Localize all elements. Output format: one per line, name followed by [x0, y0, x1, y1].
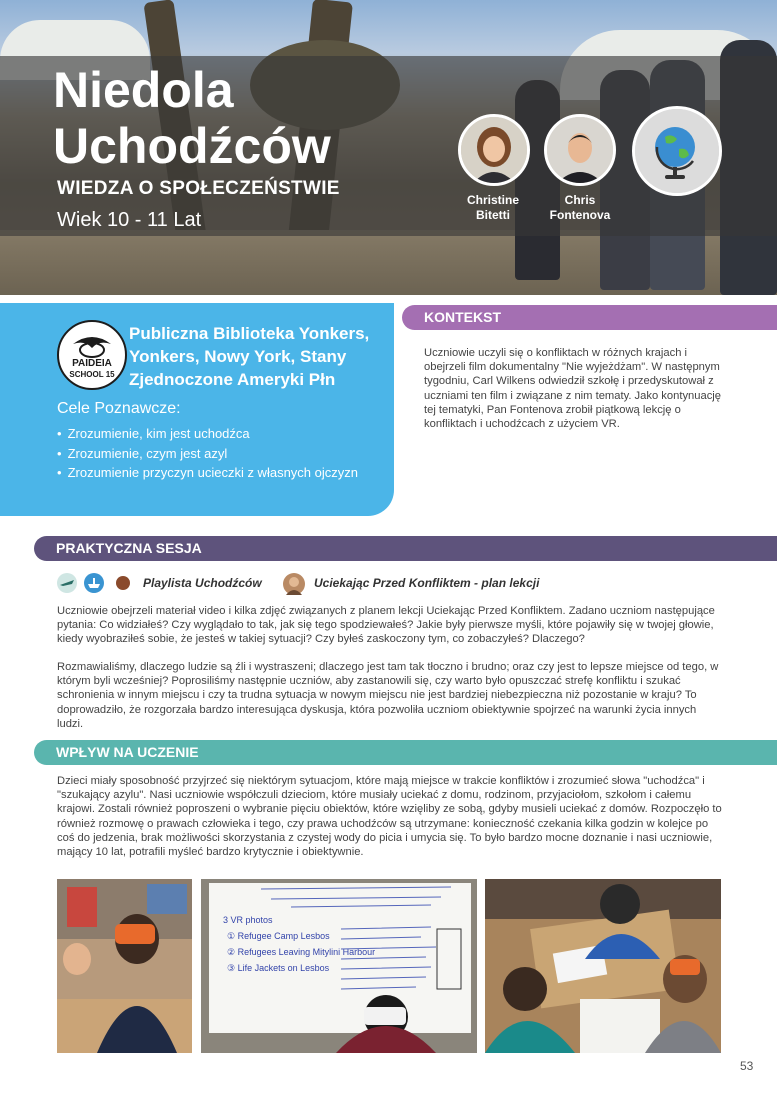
classroom-photo [201, 879, 477, 1053]
boat-icon [84, 573, 104, 593]
session-paragraph: Uczniowie obejrzeli materiał video i kilka zdjęć związanych z planem lekcji Uciekając Przed Konfliktem. Zadano uczniom następujące pytania: Co widziałeś? Czy wyglądało to tak, jak się tego spodziewałeś? Jakie były pierwsze myśli, które pojawiły się w twojej głowie, kiedy wyobraziłeś sobie, że jesteś w takiej sytuacji? Czy byłeś zaskoczony tym, co zobaczyłeś? Dlaczego? [57, 605, 715, 646]
list-item: • Zrozumienie, kim jest uchodźca [57, 424, 358, 444]
svg-text:SCHOOL 15: SCHOOL 15 [69, 370, 115, 379]
subject-label: WIEDZA O SPOŁECZEŃSTWIE [57, 178, 340, 199]
svg-text:3 VR photos: 3 VR photos [223, 915, 273, 925]
list-item: • Zrozumienie, czym jest azyl [57, 444, 358, 464]
avatar [458, 114, 530, 186]
lesson-title: Niedola Uchodźców [53, 62, 331, 174]
classroom-photo [485, 879, 721, 1053]
resource-link[interactable]: Playlista Uchodźców [143, 576, 262, 590]
globe-icon [632, 106, 722, 196]
svg-text:③ Life Jackets on Lesbos: ③ Life Jackets on Lesbos [227, 963, 330, 973]
page-number: 53 [740, 1059, 754, 1073]
plane-icon [57, 573, 77, 593]
impact-text: Dzieci miały sposobność przyjrzeć się niektórym sytuacjom, które mają miejsce w trakcie konfliktów i zrozumieć słowa "uchodźca" i "szukający azylu". Nasi uczniowie współczuli dzieciom, które musiały uciekać z domu, rodzinom, przyjaciołom, szkołom i całemu krajowi. Zostali również poproszeni o wybranie pięciu obiektów, które wzięliby ze sobą, gdyby musieli uciekać z domów. Rozpoczęło to również rozmowę o prawach człowieka i tego, czy prawa uchodźców są utrzymane: konieczność czekania kilka godzin w kolejce po coś do jedzenia, brak możliwości skorzystania z czystej wody do picia i umycia się. To było bardzo mocne doznanie i nasi uczniowie, mający 10 lat, potrafili myśleć bardzo krytycznie i obiektywnie. [57, 775, 722, 859]
avatar [544, 114, 616, 186]
context-text: Uczniowie uczyli się o konfliktach w różnych krajach i obejrzeli film dokumentalny "Nie wyjeżdżam". W następnym tygodniu, Carl Wilkens odwiedził szkołę i przedyskutował z uczniami ten film i związane z nim tematy. Jako kontynuację tej tematyki, Pan Fontenova zrobił piątkową lekcję o konfliktach i uchodźcach z użyciem VR. [424, 347, 722, 431]
lesson-plan-icon [283, 573, 305, 595]
teacher-name: Chris Fontenova [549, 193, 611, 222]
goals-title: Cele Poznawcze: [57, 400, 181, 417]
list-item: • Zrozumienie przyczyn ucieczki z własnych ojczyzn [57, 463, 358, 483]
svg-text:② Refugees Leaving Mitylini Ha: ② Refugees Leaving Mitylini Harbour [227, 947, 376, 957]
resource-links [57, 573, 757, 597]
svg-text:① Refugee Camp Lesbos: ① Refugee Camp Lesbos [227, 931, 330, 941]
goals-list [57, 424, 358, 483]
classroom-photo [57, 879, 192, 1053]
age-label: Wiek 10 - 11 Lat [57, 209, 202, 231]
school-logo [57, 320, 127, 390]
resource-link[interactable]: Uciekając Przed Konfliktem - plan lekcji [314, 576, 540, 590]
svg-text:PAIDEIA: PAIDEIA [72, 358, 112, 369]
school-name: Publiczna Biblioteka Yonkers, Yonkers, Nowy York, Stany Zjednoczone Ameryki Płn [129, 324, 370, 389]
session-paragraph: Rozmawialiśmy, dlaczego ludzie są źli i wystraszeni; dlaczego jest tam tak tłoczno i brudno; oraz czy jest to lepsze miejsce od tego, w którym byli wcześniej? Poprosiliśmy następnie uczniów, aby zastanowili się, czy warto było opuszczać strefę konfliktu i szukać schronienia w innym miejscu i czy ta trudna sytuacja w nowym miejscu nie jest bardziej niebezpieczna niż pozostanie w kraju? To doprowadziło, że rozgorzała bardzo interesująca dyskusja, która pozwoliła uczniom obiektywnie spojrzeć na warunki życia innych ludzi. [57, 661, 719, 730]
impact-header: WPŁYW NA UCZENIE [34, 740, 777, 765]
context-header: KONTEKST [402, 305, 777, 330]
playlist-icon [116, 576, 130, 590]
teacher-name: Christine Bitetti [466, 193, 519, 222]
session-header: PRAKTYCZNA SESJA [34, 536, 777, 561]
